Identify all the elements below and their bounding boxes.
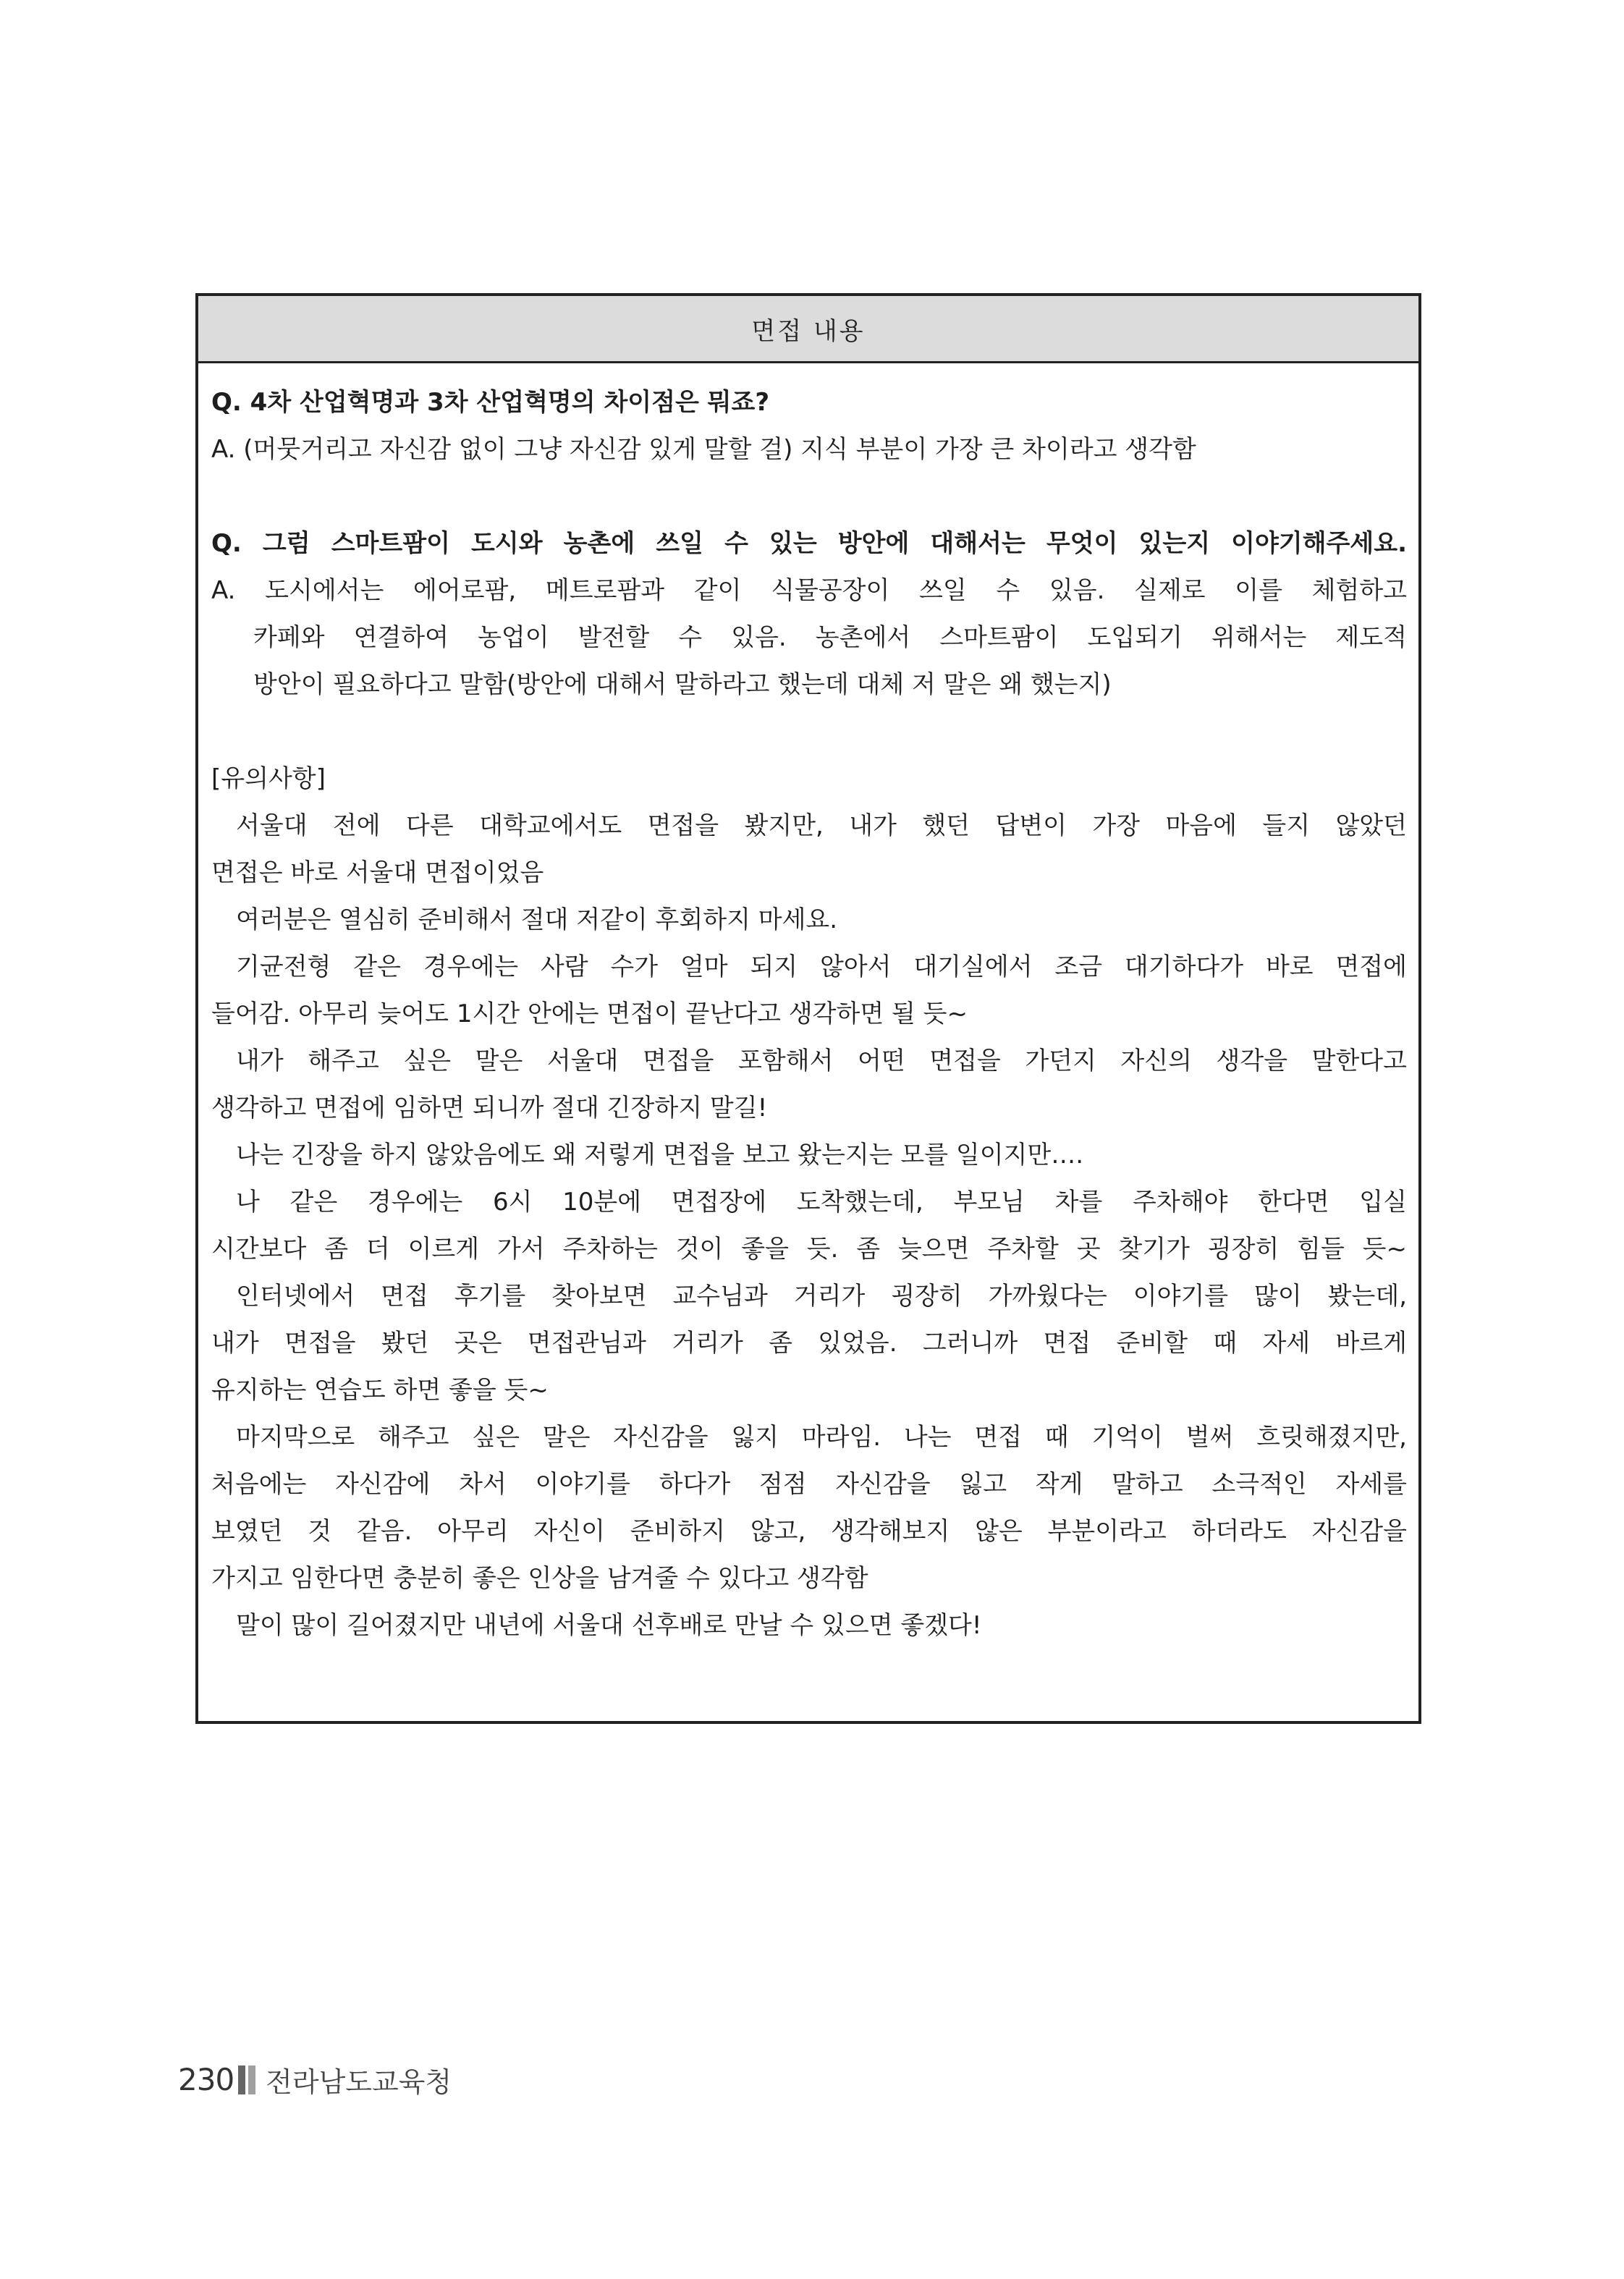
notes-line: 나는 긴장을 하지 않았음에도 왜 저렇게 면접을 보고 왔는지는 모를 일이지만….	[236, 1141, 1084, 1170]
page-footer	[178, 2060, 452, 2100]
notes-line: 유지하는 연습도 하면 좋을 듯~	[211, 1376, 549, 1405]
notes-line: 면접은 바로 서울대 면접이었음	[211, 858, 544, 887]
page-number: 230	[178, 2062, 234, 2097]
notes-line: 시간보다 좀 더 이르게 가서 주차하는 것이 좋을 듯. 좀 늦으면 주차할 곳 찾기가 굉장히 힘들 듯~	[211, 1235, 1407, 1264]
table-body	[198, 363, 1418, 1649]
table-header: 면접 내용	[198, 296, 1418, 363]
notes-line: 생각하고 면접에 임하면 되니까 절대 긴장하지 말길!	[211, 1094, 768, 1122]
answer-2-line: 카페와 연결하여 농업이 발전할 수 있음. 농촌에서 스마트팜이 도입되기 위해서는 제도적	[253, 623, 1407, 652]
notes-line: 여러분은 열심히 준비해서 절대 저같이 후회하지 마세요.	[236, 905, 838, 934]
notes-line: 서울대 전에 다른 대학교에서도 면접을 봤지만, 내가 했던 답변이 가장 마음에 들지 않았던	[236, 811, 1407, 840]
notes-line: 인터넷에서 면접 후기를 찾아보면 교수님과 거리가 굉장히 가까웠다는 이야기를 많이 봤는데,	[236, 1282, 1407, 1311]
notes-line: 보였던 것 같음. 아무리 자신이 준비하지 않고, 생각해보지 않은 부분이라고 하더라도 자신감을	[211, 1517, 1407, 1546]
notes-line: 가지고 임한다면 충분히 좋은 인상을 남겨줄 수 있다고 생각함	[211, 1564, 868, 1593]
notes-line: 기균전형 같은 경우에는 사람 수가 얼마 되지 않아서 대기실에서 조금 대기하다가 바로 면접에	[236, 952, 1407, 981]
notes-line: 마지막으로 해주고 싶은 말은 자신감을 잃지 마라임. 나는 면접 때 기억이 벌써 흐릿해졌지만,	[236, 1423, 1407, 1452]
notes-line: 말이 많이 길어졌지만 내년에 서울대 선후배로 만날 수 있으면 좋겠다!	[236, 1611, 982, 1640]
notes-line: 들어감. 아무리 늦어도 1시간 안에는 면접이 끝난다고 생각하면 될 듯~	[211, 999, 968, 1028]
answer-2-line: A. 도시에서는 에어로팜, 메트로팜과 같이 식물공장이 쓰일 수 있음. 실제로 이를 체험하고	[211, 576, 1407, 605]
publisher-name: 전라남도교육청	[266, 2066, 452, 2098]
notes-line: 나 같은 경우에는 6시 10분에 면접장에 도착했는데, 부모님 차를 주차해야 한다면 입실	[236, 1188, 1407, 1217]
question-1: Q. 4차 산업혁명과 3차 산업혁명의 차이점은 뭐죠?	[211, 388, 770, 417]
interview-content-box	[195, 293, 1421, 1724]
answer-2-line: 방안이 필요하다고 말함(방안에 대해서 말하라고 했는데 대체 저 말은 왜 했는지)	[253, 670, 1112, 699]
answer-1: A. (머뭇거리고 자신감 없이 그냥 자신감 있게 말할 걸) 지식 부분이 가장 큰 차이라고 생각함	[211, 435, 1196, 464]
notes-title: [유의사항]	[211, 764, 326, 793]
notes-line: 처음에는 자신감에 차서 이야기를 하다가 점점 자신감을 잃고 작게 말하고 소극적인 자세를	[211, 1470, 1407, 1499]
spacer	[211, 473, 1407, 520]
question-2: Q. 그럼 스마트팜이 도시와 농촌에 쓰일 수 있는 방안에 대해서는 무엇이 있는지 이야기해주세요.	[211, 529, 1407, 558]
notes-line: 내가 해주고 싶은 말은 서울대 면접을 포함해서 어떤 면접을 가던지 자신의 생각을 말한다고	[236, 1047, 1407, 1075]
page-marker-icon	[238, 2066, 258, 2094]
spacer	[211, 709, 1407, 756]
notes-line: 내가 면접을 봤던 곳은 면접관님과 거리가 좀 있었음. 그러니까 면접 준비할 때 자세 바르게	[211, 1329, 1407, 1358]
